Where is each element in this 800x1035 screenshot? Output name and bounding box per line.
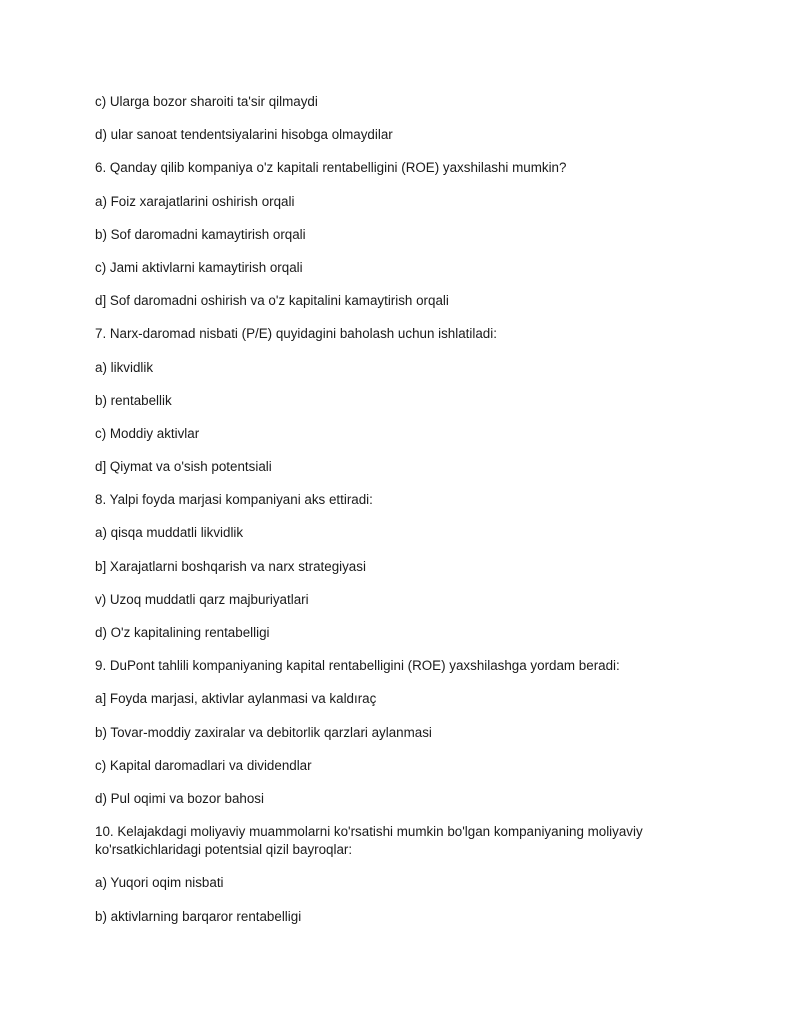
option-9b: b) Tovar-moddiy zaxiralar va debitorlik qarzlari aylanmasi xyxy=(95,724,432,740)
option-6c: c) Jami aktivlarni kamaytirish orqali xyxy=(95,259,303,275)
option-9a: a] Foyda marjasi, aktivlar aylanmasi va kaldıraç xyxy=(95,691,377,707)
option-7c: c) Moddiy aktivlar xyxy=(95,425,200,441)
option-7a: a) likvidlik xyxy=(95,359,154,375)
question-10: 10. Kelajakdagi moliyaviy muammolarni ko'rsatishi mumkin bo'lgan kompaniyaning moliyaviy ko'rsatkichlaridagi potentsial qizil bayroqlar: xyxy=(95,824,643,858)
option-10a: a) Yuqori oqim nisbati xyxy=(95,875,224,891)
option-8d: d) O'z kapitalining rentabelligi xyxy=(95,625,270,640)
option-9d: d) Pul oqimi va bozor bahosi xyxy=(95,790,264,806)
option-5d: d) ular sanoat tendentsiyalarini hisobga olmaydilar xyxy=(95,127,393,143)
question-9: 9. DuPont tahlili kompaniyaning kapital rentabelligini (ROE) yaxshilashga yordam beradi: xyxy=(95,658,620,674)
option-8v: v) Uzoq muddatli qarz majburiyatlari xyxy=(95,591,309,607)
question-6: 6. Qanday qilib kompaniya o'z kapitali rentabelligini (ROE) yaxshilashi mumkin? xyxy=(95,160,567,176)
option-7d: d] Qiymat va o'sish potentsiali xyxy=(95,459,272,475)
document-body xyxy=(95,93,675,941)
question-8: 8. Yalpi foyda marjasi kompaniyani aks ettiradi: xyxy=(95,492,373,508)
option-6a: a) Foiz xarajatlarini oshirish orqali xyxy=(95,193,295,209)
option-6b: b) Sof daromadni kamaytirish orqali xyxy=(95,226,306,242)
question-7: 7. Narx-daromad nisbati (P/E) quyidagini baholash uchun ishlatiladi: xyxy=(95,326,497,342)
option-8a: a) qisqa muddatli likvidlik xyxy=(95,525,244,541)
option-10b: b) aktivlarning barqaror rentabelligi xyxy=(95,908,302,924)
option-9c: c) Kapital daromadlari va dividendlar xyxy=(95,757,312,773)
option-7b: b) rentabellik xyxy=(95,392,172,408)
option-6d: d] Sof daromadni oshirish va o'z kapitalini kamaytirish orqali xyxy=(95,293,449,309)
option-8b: b] Xarajatlarni boshqarish va narx strategiyasi xyxy=(95,558,366,574)
option-5c: c) Ularga bozor sharoiti ta'sir qilmaydi xyxy=(95,94,318,109)
